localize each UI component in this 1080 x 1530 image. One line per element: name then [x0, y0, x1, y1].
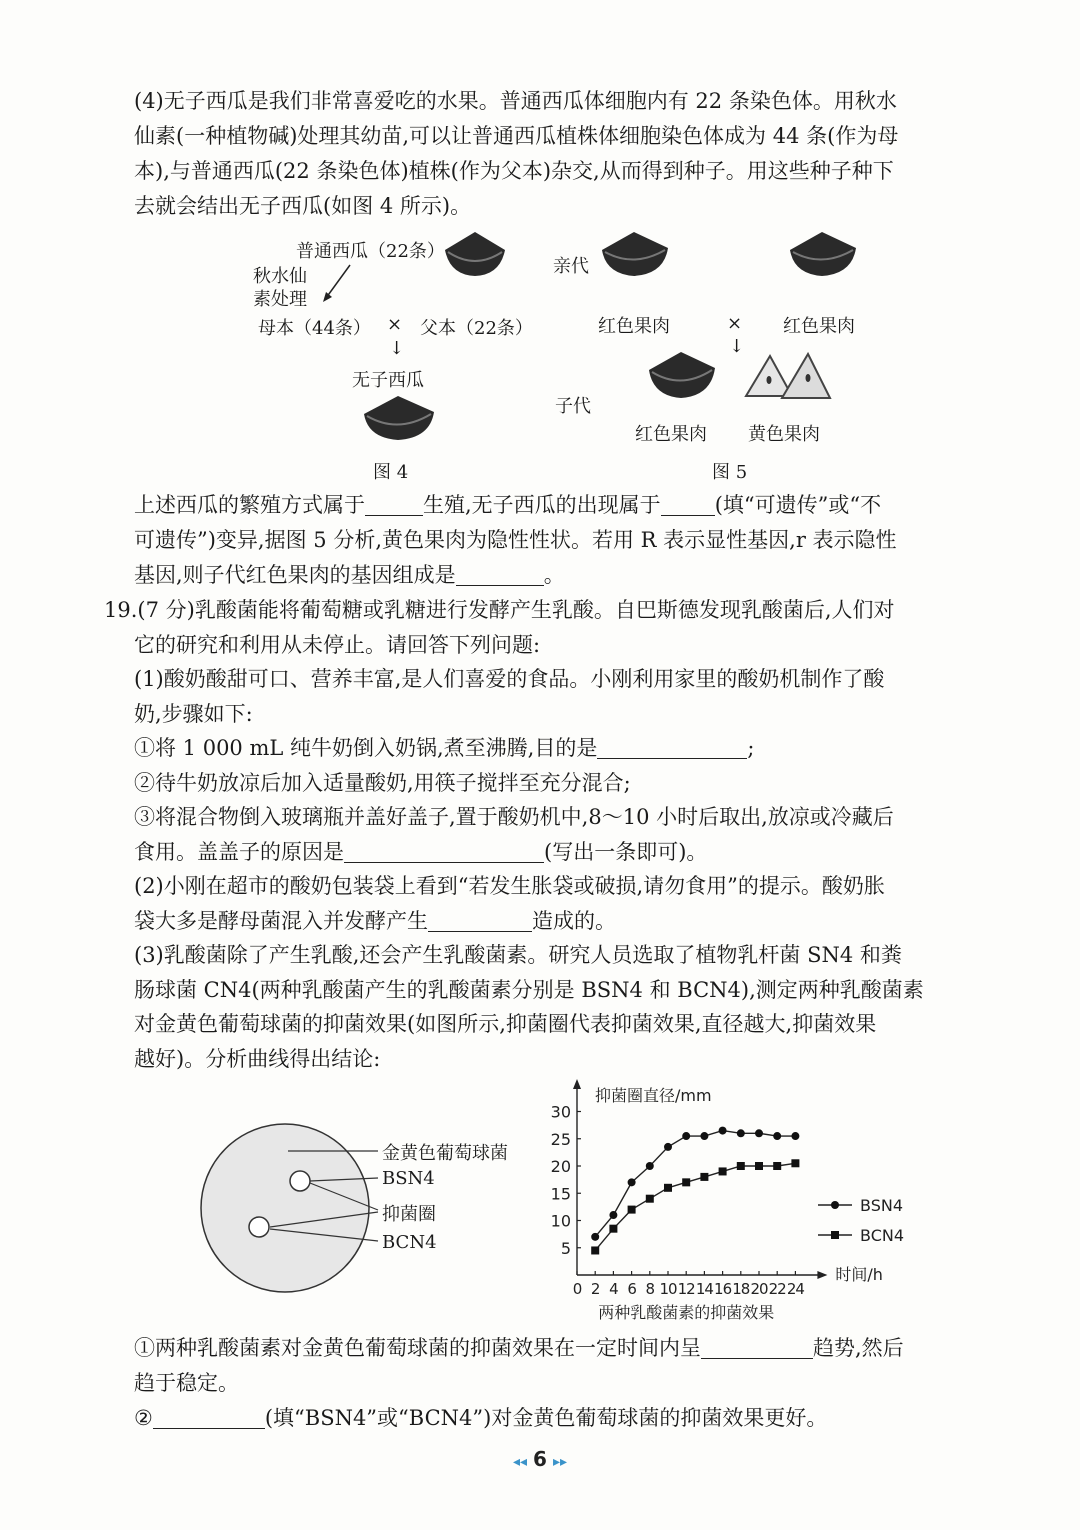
q19-answer-1-cont: 趋于稳定。 — [134, 1371, 239, 1395]
q4b-text-1c: (填“可遗传”或“不 — [714, 493, 882, 517]
data-point-bsn4 — [755, 1129, 763, 1137]
dish-label-bcn4: BCN4 — [382, 1232, 437, 1253]
q19-line-3: (1)酸奶酸甜可口、营养丰富,是人们喜爱的食品。小刚利用家里的酸奶机制作了酸 — [134, 667, 885, 691]
q4-line-3: 本),与普通西瓜(22 条染色体)植株(作为父本)杂交,从而得到种子。用这些种子种下 — [134, 159, 894, 183]
prev-page-arrow-icon: ◂◂ — [512, 1454, 528, 1470]
offspring-yellow-watermelon-image — [742, 348, 834, 408]
x-tick-label: 16 — [714, 1280, 732, 1298]
q19-answer-1 — [134, 1331, 980, 1365]
data-point-bsn4 — [591, 1233, 599, 1241]
x-tick-label: 18 — [732, 1280, 750, 1298]
chart-caption: 两种乳酸菌素的抑菌效果 — [598, 1303, 775, 1322]
q19-answer-1-text-b: 趋势,然后 — [813, 1336, 904, 1360]
q19-line-2: 它的研究和利用从未停止。请回答下列问题: — [134, 633, 541, 657]
data-point-bcn4 — [737, 1162, 745, 1170]
fig4-top-label: 普通西瓜（22条） — [296, 241, 445, 262]
x-tick-label: 14 — [695, 1280, 713, 1298]
fig4-treat-label-2: 素处理 — [253, 289, 307, 310]
data-point-bsn4 — [719, 1127, 727, 1135]
data-point-bsn4 — [737, 1129, 745, 1137]
answer-blank-trend[interactable] — [701, 1334, 813, 1359]
fig5-parent-label: 亲代 — [553, 256, 589, 277]
q19-line-1: 19.(7 分)乳酸菌能将葡萄糖或乳糖进行发酵产生乳酸。自巴斯德发现乳酸菌后,人们对 — [104, 598, 895, 622]
watermelon-slice-image — [440, 230, 510, 280]
fig4-mother: 母本（44条） — [258, 318, 371, 339]
y-axis-arrow-icon — [573, 1079, 581, 1089]
x-tick-label: 6 — [627, 1280, 636, 1298]
answer-blank-genotype[interactable] — [456, 561, 544, 586]
x-tick-label: 4 — [609, 1280, 618, 1298]
q19-line-4: 奶,步骤如下: — [134, 702, 253, 726]
y-tick-label: 15 — [550, 1184, 571, 1204]
q19-line-11: (3)乳酸菌除了产生乳酸,还会产生乳酸菌素。研究人员选取了植物乳杆菌 SN4 和粪 — [134, 943, 902, 967]
x-tick-label: 10 — [659, 1280, 677, 1298]
q19-text-8a: 食用。盖盖子的原因是 — [134, 840, 344, 864]
data-point-bsn4 — [773, 1132, 781, 1140]
fig5-caption: 图 5 — [712, 462, 748, 483]
q19-line-12: 肠球菌 CN4(两种乳酸菌产生的乳酸菌素分别是 BSN4 和 BCN4),测定两种乳酸菌素 — [134, 978, 924, 1002]
legend-label: BCN4 — [860, 1226, 905, 1245]
chart-series-group — [591, 1127, 799, 1255]
fig5-red-parent-2: 红色果肉 — [783, 316, 855, 337]
dish-label-bsn4: BSN4 — [382, 1168, 435, 1189]
y-tick-label: 20 — [550, 1157, 571, 1176]
y-tick-label: 25 — [550, 1129, 571, 1149]
x-tick-label: 0 — [572, 1280, 582, 1298]
q4b-text-3b: 。 — [543, 563, 565, 587]
q4-line-1: (4)无子西瓜是我们非常喜爱吃的水果。普通西瓜体细胞内有 22 条染色体。用秋水 — [134, 89, 897, 113]
data-point-bsn4 — [700, 1132, 708, 1140]
seedless-watermelon-image — [360, 392, 440, 444]
fig4-treat-label-1: 秋水仙 — [253, 266, 307, 287]
page-number-footer — [0, 1447, 1080, 1471]
q4b-line-1 — [134, 488, 980, 522]
q4b-text-1a: 上述西瓜的繁殖方式属于 — [134, 493, 365, 517]
x-tick-label: 22 — [768, 1280, 786, 1298]
x-axis-label: 时间/h — [835, 1265, 883, 1284]
q19-text-5a: ①将 1 000 mL 纯牛奶倒入奶锅,煮至沸腾,目的是 — [134, 736, 598, 760]
x-axis-arrow-icon — [817, 1271, 827, 1279]
y-tick-label: 30 — [550, 1102, 571, 1122]
answer-blank-variation[interactable] — [661, 491, 715, 516]
q19-text-10b: 造成的。 — [532, 909, 616, 933]
data-point-bcn4 — [591, 1246, 599, 1254]
x-tick-label: 20 — [750, 1280, 768, 1298]
fig5-down-arrow: ↓ — [729, 336, 745, 357]
offspring-red-watermelon-image — [645, 348, 721, 402]
fig5-red-parent-1: 红色果肉 — [598, 316, 670, 337]
x-tick-label: 12 — [677, 1280, 695, 1298]
answer-blank-boil-purpose[interactable] — [597, 734, 747, 759]
y-axis-label: 抑菌圈直径/mm — [595, 1086, 712, 1105]
diagonal-arrow-icon — [320, 262, 356, 304]
legend-marker-square — [831, 1231, 839, 1239]
data-point-bsn4 — [791, 1132, 799, 1140]
q19-text-8b: (写出一条即可)。 — [544, 840, 708, 864]
data-point-bcn4 — [682, 1178, 690, 1186]
answer-blank-better[interactable] — [153, 1404, 265, 1429]
q4b-line-3 — [134, 558, 980, 592]
data-point-bsn4 — [682, 1132, 690, 1140]
q19-answer-2 — [134, 1401, 980, 1435]
data-point-bcn4 — [628, 1206, 636, 1214]
q19-line-6: ②待牛奶放凉后加入适量酸奶,用筷子搅拌至充分混合; — [134, 771, 631, 795]
q19-answer-2-text-b: (填“BSN4”或“BCN4”)对金黄色葡萄球菌的抑菌效果更好。 — [264, 1406, 828, 1430]
next-page-arrow-icon: ▸▸ — [552, 1454, 568, 1470]
fig4-result: 无子西瓜 — [352, 370, 424, 391]
q19-line-9: (2)小刚在超市的酸奶包装袋上看到“若发生胀袋或破损,请勿食用”的提示。酸奶胀 — [134, 874, 885, 898]
q19-answer-1-text-a: ①两种乳酸菌素对金黄色葡萄球菌的抑菌效果在一定时间内呈 — [134, 1336, 701, 1360]
parent-watermelon-2-image — [786, 228, 862, 280]
q4b-text-1b: 生殖,无子西瓜的出现属于 — [423, 493, 661, 517]
data-point-bcn4 — [755, 1162, 763, 1170]
series-line-bcn4 — [595, 1163, 795, 1250]
q19-text-10a: 袋大多是酵母菌混入并发酵产生 — [134, 909, 428, 933]
data-point-bsn4 — [664, 1143, 672, 1151]
q19-line-13: 对金黄色葡萄球菌的抑菌效果(如图所示,抑菌圈代表抑菌效果,直径越大,抑菌效果 — [134, 1012, 877, 1036]
q19-text-5b: ; — [747, 736, 755, 760]
q19-line-14: 越好)。分析曲线得出结论: — [134, 1047, 381, 1071]
fig4-down-arrow: ↓ — [389, 338, 405, 359]
x-tick-label: 8 — [645, 1280, 655, 1298]
fig5-cross: × — [727, 313, 743, 334]
fig4-cross: × — [387, 314, 403, 335]
x-tick-label: 24 — [786, 1280, 804, 1298]
chart-axes — [551, 1079, 883, 1322]
q19-answer-2-text-a: ② — [134, 1406, 153, 1430]
inhibition-chart — [535, 1075, 925, 1325]
fig5-yellow-child: 黄色果肉 — [748, 424, 820, 445]
answer-blank-reproduction[interactable] — [365, 491, 423, 516]
dish-label-bacteria: 金黄色葡萄球菌 — [382, 1143, 508, 1164]
leader-lines — [270, 1140, 390, 1260]
data-point-bcn4 — [773, 1162, 781, 1170]
data-point-bsn4 — [646, 1162, 654, 1170]
fig4-caption: 图 4 — [373, 462, 409, 483]
data-point-bcn4 — [791, 1159, 799, 1167]
q19-line-5 — [134, 731, 980, 765]
fig4-father: 父本（22条） — [420, 318, 533, 339]
data-point-bcn4 — [719, 1167, 727, 1175]
legend-marker-circle — [831, 1201, 839, 1209]
parent-watermelon-1-image — [598, 228, 674, 280]
legend-label: BSN4 — [860, 1196, 903, 1215]
data-point-bsn4 — [609, 1211, 617, 1219]
answer-blank-gas[interactable] — [428, 907, 532, 932]
data-point-bcn4 — [700, 1173, 708, 1181]
x-tick-label: 2 — [590, 1280, 600, 1298]
q4b-line-2: 可遗传”)变异,据图 5 分析,黄色果肉为隐性性状。若用 R 表示显性基因,r 表示隐性 — [134, 528, 897, 552]
q4b-text-3a: 基因,则子代红色果肉的基因组成是 — [134, 563, 456, 587]
fig5-child-label: 子代 — [555, 396, 591, 417]
data-point-bcn4 — [609, 1225, 617, 1233]
q4-line-4: 去就会结出无子西瓜(如图 4 所示)。 — [134, 194, 472, 218]
answer-blank-lid-reason[interactable] — [344, 838, 544, 863]
data-point-bsn4 — [628, 1178, 636, 1186]
y-tick-label: 10 — [550, 1211, 571, 1231]
dish-label-zone: 抑菌圈 — [382, 1204, 436, 1225]
y-tick-label: 5 — [560, 1238, 571, 1258]
q19-line-10 — [134, 904, 980, 938]
chart-legend — [818, 1196, 904, 1245]
series-line-bsn4 — [595, 1131, 795, 1237]
q4-line-2: 仙素(一种植物碱)处理其幼苗,可以让普通西瓜植株体细胞染色体成为 44 条(作为母 — [134, 124, 899, 148]
data-point-bcn4 — [664, 1184, 672, 1192]
q19-line-8 — [134, 835, 980, 869]
fig5-red-child: 红色果肉 — [635, 424, 707, 445]
page-number: 6 — [533, 1447, 547, 1471]
q19-line-7: ③将混合物倒入玻璃瓶并盖好盖子,置于酸奶机中,8～10 小时后取出,放凉或冷藏后 — [134, 805, 894, 829]
data-point-bcn4 — [646, 1195, 654, 1203]
